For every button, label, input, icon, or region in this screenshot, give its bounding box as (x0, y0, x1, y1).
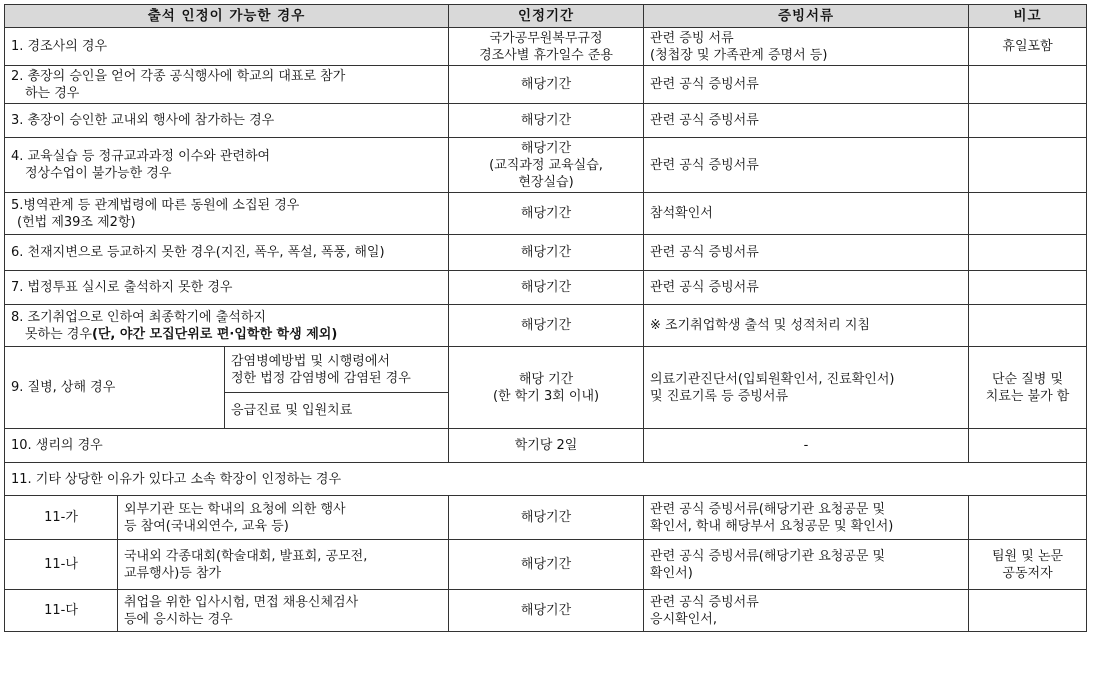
note-cell (969, 235, 1087, 271)
sub-case-line: 교류행사)등 참가 (124, 565, 222, 581)
header-period: 인정기간 (449, 5, 644, 28)
sub-case-cell (225, 347, 449, 393)
docs-line: 관련 증빙 서류 (650, 30, 734, 46)
docs-cell: 관련 공식 증빙서류 (644, 66, 969, 104)
note-cell (969, 347, 1087, 429)
docs-cell: 관련 공식 증빙서류 (644, 138, 969, 193)
period-line: 해당기간 (520, 140, 572, 156)
docs-cell: ※ 조기취업학생 출석 및 성적처리 지침 (644, 305, 969, 347)
period-cell: 해당기간 (449, 496, 644, 540)
table-row (5, 347, 1087, 393)
note-line: 팀원 및 논문 (992, 548, 1064, 564)
period-cell: 학기당 2일 (449, 429, 644, 463)
period-cell: 해당기간 (449, 104, 644, 138)
note-cell: 휴일포함 (969, 28, 1087, 66)
note-cell (969, 540, 1087, 590)
sub-case-cell (118, 540, 449, 590)
docs-cell: 참석확인서 (644, 193, 969, 235)
docs-cell (644, 540, 969, 590)
period-cell (449, 347, 644, 429)
table-row (5, 305, 1087, 347)
table-row (5, 540, 1087, 590)
docs-cell: 관련 공식 증빙서류 (644, 104, 969, 138)
header-note: 비고 (969, 5, 1087, 28)
docs-line: 관련 공식 증빙서류 (650, 594, 759, 610)
table-row (5, 104, 1087, 138)
header-docs: 증빙서류 (644, 5, 969, 28)
case-line: 2. 총장의 승인을 얻어 각종 공식행사에 학교의 대표로 참가 (11, 68, 346, 84)
period-line: 경조사별 휴가일수 준용 (479, 47, 613, 63)
period-cell: 해당기간 (449, 66, 644, 104)
period-cell: 해당기간 (449, 193, 644, 235)
docs-line: 의료기관진단서(입퇴원확인서, 진료확인서) (650, 371, 895, 387)
note-line: 치료는 불가 함 (985, 388, 1070, 404)
note-cell (969, 305, 1087, 347)
case-cell (5, 138, 449, 193)
period-cell (449, 28, 644, 66)
table-row (5, 66, 1087, 104)
case-cell: 3. 총장이 승인한 교내외 행사에 참가하는 경우 (5, 104, 449, 138)
table-row (5, 496, 1087, 540)
note-cell (969, 193, 1087, 235)
exception-note: (단, 야간 모집단위로 편·입학한 학생 제외) (91, 326, 338, 342)
table-header-row (5, 5, 1087, 28)
docs-cell (644, 590, 969, 632)
period-cell (449, 138, 644, 193)
docs-cell: 관련 공식 증빙서류 (644, 271, 969, 305)
docs-cell: 관련 공식 증빙서류 (644, 235, 969, 271)
case-cell (5, 305, 449, 347)
case-line: (헌법 제39조 제2항) (17, 214, 136, 230)
table-row (5, 193, 1087, 235)
case-cell: 6. 천재지변으로 등교하지 못한 경우(지진, 폭우, 폭설, 폭풍, 해일) (5, 235, 449, 271)
case-cell (5, 66, 449, 104)
docs-line: (청첩장 및 가족관계 증명서 등) (650, 47, 828, 63)
docs-line: 확인서) (650, 565, 693, 581)
table-row (5, 429, 1087, 463)
docs-cell (644, 28, 969, 66)
case-line (11, 326, 442, 343)
sub-case-line: 외부기관 또는 학내의 요청에 의한 행사 (124, 501, 346, 517)
sub-case-line: 등 참여(국내외연수, 교육 등) (124, 518, 289, 534)
docs-line: 관련 공식 증빙서류(해당기관 요청공문 및 (650, 501, 886, 517)
sub-label-cell: 11-다 (5, 590, 118, 632)
sub-case-line: 감염병예방법 및 시행령에서 (231, 353, 390, 369)
note-cell (969, 590, 1087, 632)
docs-cell: - (644, 429, 969, 463)
docs-line: 응시확인서, (650, 611, 717, 627)
header-case: 출석 인정이 가능한 경우 (5, 5, 449, 28)
docs-line: 관련 공식 증빙서류(해당기관 요청공문 및 (650, 548, 886, 564)
period-cell: 해당기간 (449, 540, 644, 590)
sub-case-cell (118, 590, 449, 632)
note-line: 공동저자 (1002, 565, 1053, 581)
table-row (5, 138, 1087, 193)
period-cell: 해당기간 (449, 590, 644, 632)
sub-case-line: 등에 응시하는 경우 (124, 611, 233, 627)
case-line: 5.병역관계 등 관계법령에 따른 동원에 소집된 경우 (11, 197, 300, 213)
period-line: (한 학기 3회 이내) (492, 388, 600, 404)
table-row (5, 271, 1087, 305)
table-row (5, 463, 1087, 496)
case-cell (5, 193, 449, 235)
case-line: 정상수업이 불가능한 경우 (25, 166, 172, 181)
period-line: 국가공무원복무규정 (489, 30, 603, 46)
note-cell (969, 271, 1087, 305)
case-line: 하는 경우 (25, 85, 80, 101)
case-cell: 9. 질병, 상해 경우 (5, 347, 225, 429)
table-row (5, 590, 1087, 632)
sub-case-line: 정한 법정 감염병에 감염된 경우 (231, 370, 411, 386)
sub-label-cell: 11-가 (5, 496, 118, 540)
sub-case-line: 국내외 각종대회(학술대회, 발표회, 공모전, (124, 548, 368, 564)
docs-line: 및 진료기록 등 증빙서류 (650, 388, 789, 404)
note-cell (969, 66, 1087, 104)
case-cell: 10. 생리의 경우 (5, 429, 449, 463)
case-cell: 7. 법정투표 실시로 출석하지 못한 경우 (5, 271, 449, 305)
sub-case-line: 취업을 위한 입사시험, 면접 채용신체검사 (124, 594, 359, 610)
table-row (5, 28, 1087, 66)
case-cell: 11. 기타 상당한 이유가 있다고 소속 학장이 인정하는 경우 (5, 463, 1087, 496)
sub-case-cell: 응급진료 및 입원치료 (225, 393, 449, 429)
period-cell: 해당기간 (449, 235, 644, 271)
case-line: 8. 조기취업으로 인하여 최종학기에 출석하지 (11, 309, 266, 325)
sub-case-cell (118, 496, 449, 540)
case-line-text: 못하는 경우 (25, 326, 92, 342)
table-row (5, 235, 1087, 271)
attendance-recognition-table (4, 4, 1087, 632)
period-line: (교직과정 교육실습, (489, 157, 603, 173)
period-cell: 해당기간 (449, 305, 644, 347)
case-line: 4. 교육실습 등 정규교과과정 이수와 관련하여 (11, 149, 271, 164)
docs-line: 확인서, 학내 해당부서 요청공문 및 확인서) (650, 518, 894, 534)
note-cell (969, 138, 1087, 193)
note-cell (969, 496, 1087, 540)
case-cell: 1. 경조사의 경우 (5, 28, 449, 66)
period-line: 해당 기간 (518, 371, 574, 387)
period-line: 현장실습) (518, 174, 574, 190)
docs-cell (644, 347, 969, 429)
note-cell (969, 429, 1087, 463)
period-cell: 해당기간 (449, 271, 644, 305)
docs-cell (644, 496, 969, 540)
note-line: 단순 질병 및 (992, 371, 1064, 387)
sub-label-cell: 11-나 (5, 540, 118, 590)
note-cell (969, 104, 1087, 138)
